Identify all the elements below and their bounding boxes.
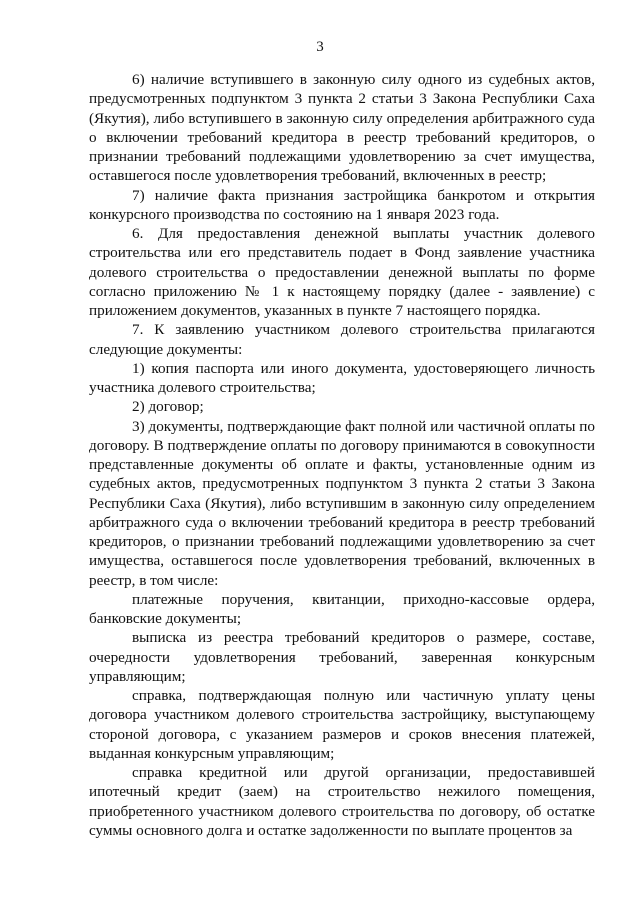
paragraph-bank-certificate: справка кредитной или другой организации, предоставившей ипотечный кредит (заем) на строительство нежилого помещения, приобретенного участником долевого строительства по договору, об остатке суммы основного долга и остатке задолженности по выплате процентов за (89, 764, 595, 839)
paragraph-point-7-documents: 7. К заявлению участником долевого строительства прилагаются следующие документы: (89, 321, 595, 358)
page-number: 3 (316, 39, 324, 55)
paragraph-payment-orders: платежные поручения, квитанции, приходно-кассовые ордера, банковские документы; (89, 590, 595, 627)
document-body (89, 70, 595, 840)
paragraph-item-7-bankruptcy: 7) наличие факта признания застройщика банкротом и открытия конкурсного производства по состоянию на 1 января 2023 года. (89, 186, 595, 223)
paragraph-doc-1-passport: 1) копия паспорта или иного документа, удостоверяющего личность участника долевого строительства; (89, 359, 595, 396)
paragraph-doc-3-payment-proof: 3) документы, подтверждающие факт полной или частичной оплаты по договору. В подтверждение оплаты по договору принимаются в совокупности представленные документы об оплате и факты, установленные одним из судебных актов, предусмотренных подпунктом 3 пункта 2 статьи 3 Закона Республики Саха (Якутия), либо вступившим в законную силу определением арбитражного суда о включении требований кредитора в реестр требований кредиторов, о признании требований подлежащими удовлетворению за счет имущества, оставшегося после удовлетворения требований, включенных в реестр, в том числе: (89, 417, 595, 589)
paragraph-point-6-application: 6. Для предоставления денежной выплаты участник долевого строительства или его представитель подает в Фонд заявление участника долевого строительства о предоставлении денежной выплаты по форме согласно приложению № 1 к настоящему порядку (далее - заявление) с приложением документов, указанных в пункте 7 настоящего порядка. (89, 225, 595, 319)
paragraph-payment-certificate: справка, подтверждающая полную или частичную уплату цены договора участником долевого строительства застройщику, выступающему стороной договора, с указанием размеров и сроков внесения платежей, выданная конкурсным управляющим; (89, 687, 595, 762)
paragraph-creditors-register-extract: выписка из реестра требований кредиторов о размере, составе, очередности удовлетворения требований, заверенная конкурсным управляющим; (89, 629, 595, 685)
paragraph-doc-2-contract: 2) договор; (132, 398, 204, 416)
paragraph-item-6-court-acts: 6) наличие вступившего в законную силу одного из судебных актов, предусмотренных подпунктом 3 пункта 2 статьи 3 Закона Республики Саха (Якутия), либо вступившего в законную силу определения арбитражного суда о включении требований кредитора в реестр требований кредиторов, о признании требований подлежащими удовлетворению за счет имущества, оставшегося после удовлетворения требований, включенных в реестр; (89, 71, 595, 185)
